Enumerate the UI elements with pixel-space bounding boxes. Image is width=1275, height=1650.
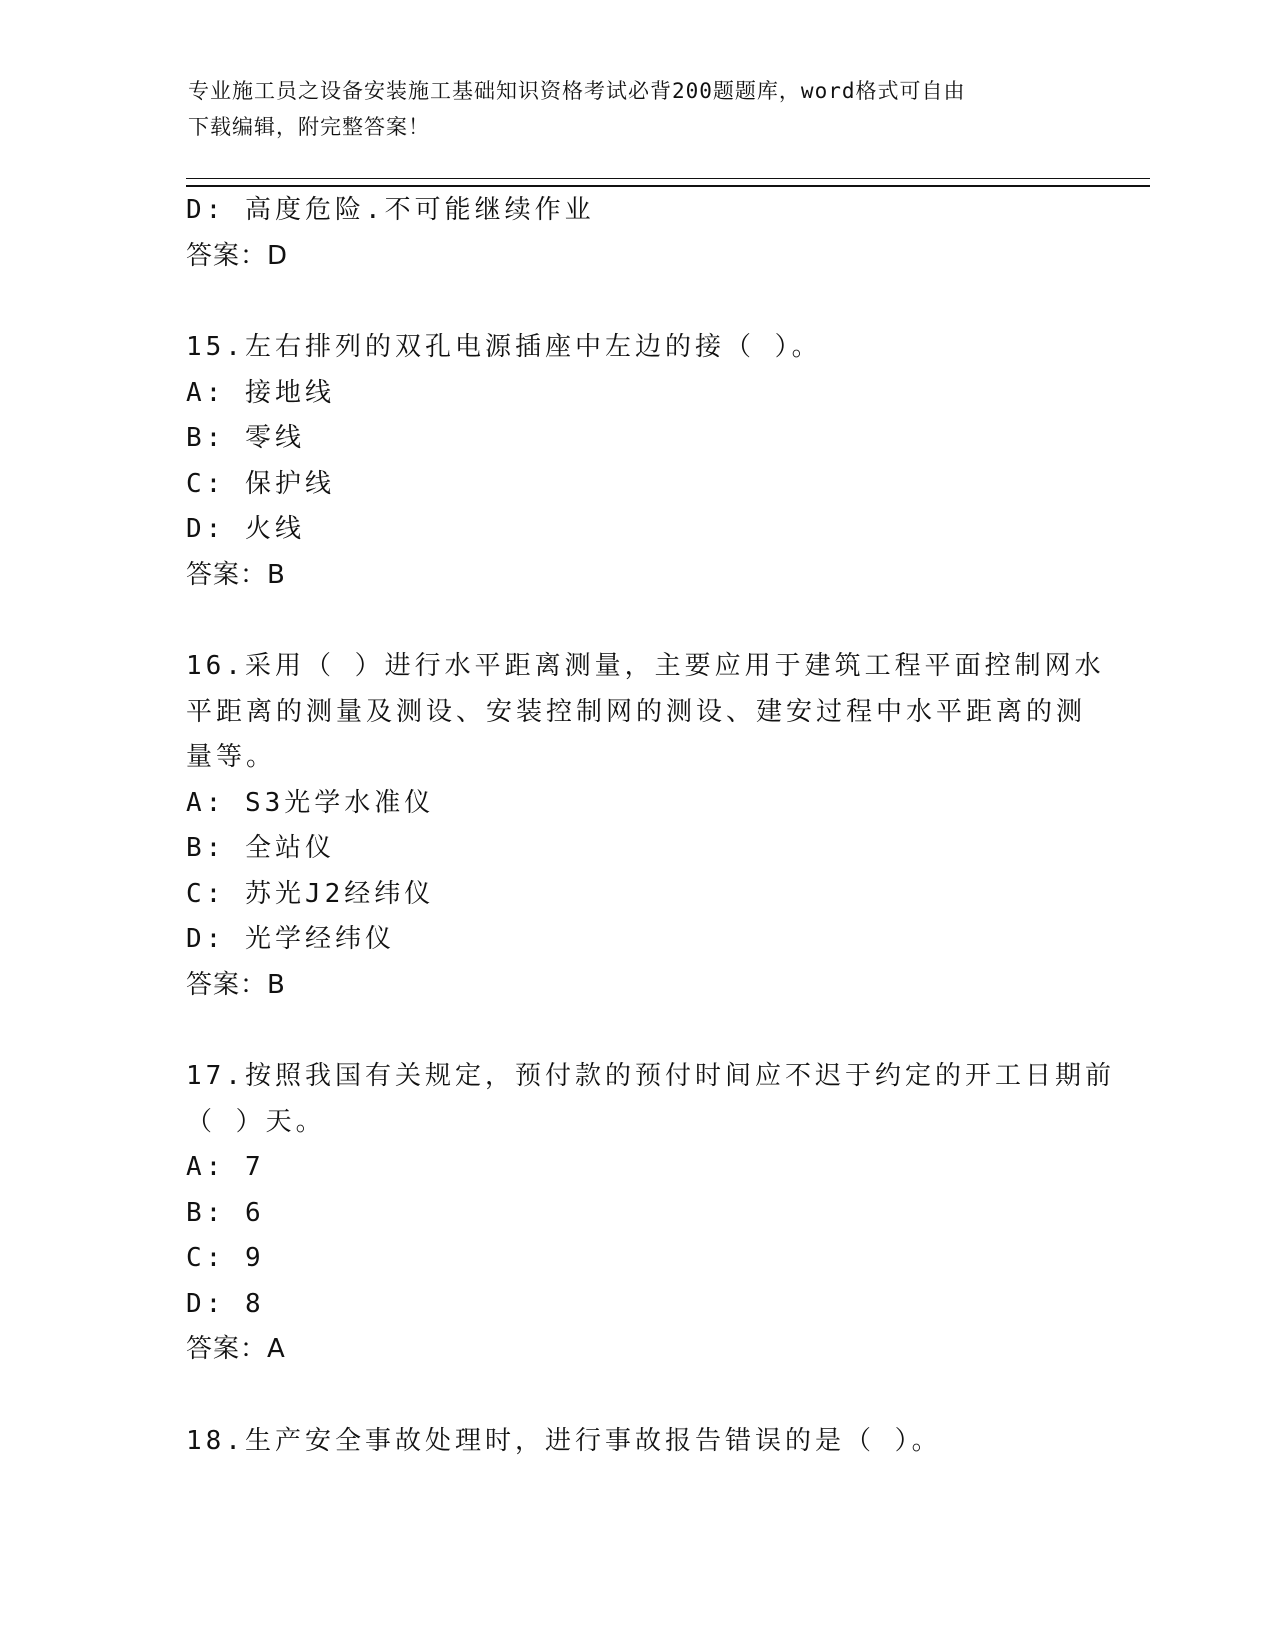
- page-header: [188, 73, 1088, 145]
- header-line-2: 下载编辑，附完整答案！: [188, 115, 430, 139]
- option-a: A: S3光学水准仪: [186, 787, 435, 818]
- question-stem-line-2: 平距离的测量及测设、安装控制网的测设、建安过程中水平距离的测: [186, 696, 1087, 727]
- question-18: [186, 1419, 1086, 1465]
- question-stem-line-3: 量等。: [186, 742, 277, 772]
- option-c: C: 9: [186, 1243, 265, 1273]
- option-d: D: 8: [186, 1288, 265, 1319]
- header-divider: [186, 178, 1150, 187]
- question-stem: 18.生产安全事故处理时，进行事故报告错误的是（ ）。: [186, 1425, 942, 1456]
- question-stem-line-1: 16.采用（ ）进行水平距离测量，主要应用于建筑工程平面控制网水: [186, 651, 1105, 681]
- question-16: [186, 644, 1105, 1008]
- answer: 答案：A: [186, 1334, 286, 1364]
- option-d: D: 高度危险.不可能继续作业: [186, 195, 595, 225]
- option-b: B: 全站仪: [186, 833, 335, 863]
- header-line-1: 专业施工员之设备安装施工基础知识资格考试必背200题题库，word格式可自由: [188, 79, 966, 103]
- question-stem-line-2: （ ）天。: [186, 1106, 326, 1137]
- answer: 答案：D: [186, 240, 289, 271]
- option-a: A: 接地线: [186, 377, 335, 408]
- option-d: D: 光学经纬仪: [186, 924, 395, 954]
- question-stem-line-1: 17.按照我国有关规定，预付款的预付时间应不迟于约定的开工日期前: [186, 1061, 1115, 1091]
- question-17: [186, 1054, 1115, 1373]
- question-15: [186, 325, 1086, 598]
- answer: 答案：B: [186, 969, 286, 1000]
- option-b: B: 6: [186, 1197, 265, 1228]
- option-c: C: 保护线: [186, 468, 335, 499]
- document-body: [186, 188, 1115, 1464]
- option-a: A: 7: [186, 1152, 265, 1182]
- option-d: D: 火线: [186, 514, 305, 544]
- question-14-tail: [186, 188, 1086, 279]
- question-stem: 15.左右排列的双孔电源插座中左边的接（ ）。: [186, 332, 822, 362]
- option-c: C: 苏光J2经纬仪: [186, 878, 435, 909]
- option-b: B: 零线: [186, 423, 305, 453]
- answer: 答案：B: [186, 559, 286, 590]
